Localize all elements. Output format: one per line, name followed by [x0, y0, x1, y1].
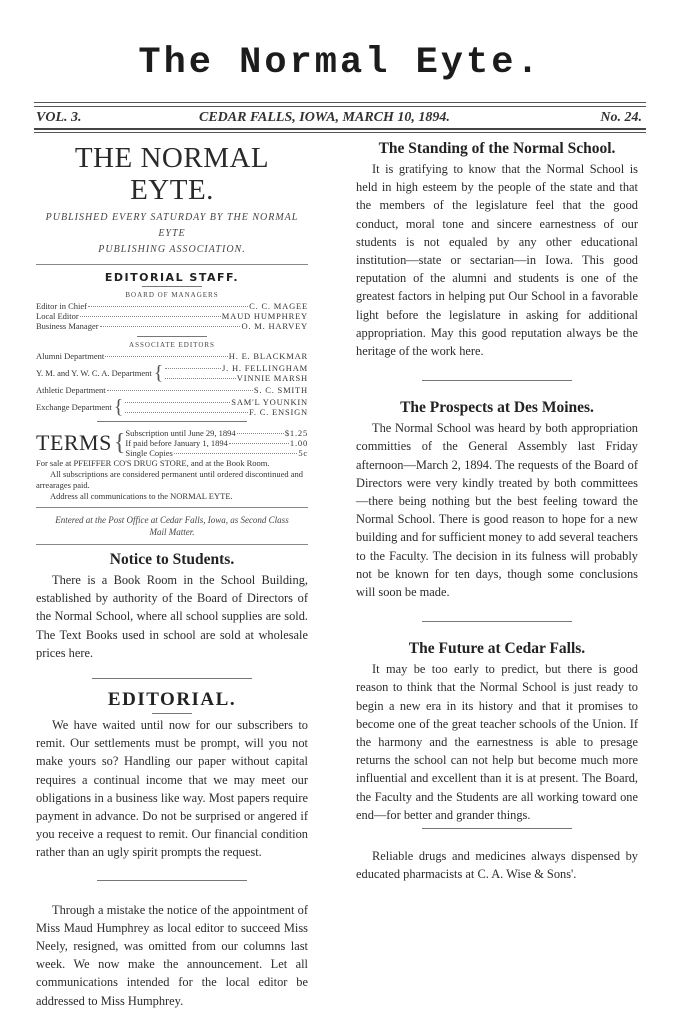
- divider: [36, 264, 308, 265]
- volume-label: VOL. 3.: [36, 110, 82, 125]
- dateline-rule-bottom: [34, 128, 646, 130]
- divider: [422, 828, 572, 829]
- editorial-heading: EDITORIAL.: [107, 689, 237, 711]
- editorial-staff-heading: EDITORIAL STAFF.: [104, 271, 240, 284]
- address-note: Address all communications to the NORMAL EYTE.: [50, 491, 233, 501]
- associate-heading: ASSOCIATE EDITORS: [129, 341, 215, 349]
- board-heading: BOARD OF MANAGERS: [125, 291, 219, 299]
- brace-icon: {: [153, 362, 164, 384]
- divider: [152, 713, 192, 714]
- left-column: [36, 136, 308, 1010]
- masthead-rule-top: [34, 102, 646, 103]
- right-column: [356, 136, 638, 884]
- staff-row: Alumni Department H. E. BLACKMAR: [36, 351, 308, 361]
- divider: [137, 336, 207, 337]
- masthead-title: The Normal Eyte.: [138, 42, 542, 84]
- staff-group: Y. M. and Y. W. C. A. Department { J. H. FELLINGHAM VINNIE MARSH: [36, 362, 308, 384]
- editorial-body: We have waited until now for our subscribers to remit. Our settlements must be prompt, will you not make yours so? Handling our paper without capital requires a continual income that we may meet our obligations in a business like way. Most papers require payment in advance. Do not be surprised or angered if you receive a request to remit. Our financial condition rather than an ugly spirit prompts the request.: [36, 718, 308, 860]
- divider: [142, 286, 202, 287]
- divider: [36, 544, 308, 545]
- divider: [422, 380, 572, 381]
- notice-body: There is a Book Room in the School Building, established by authority of the Board of Directors of the Normal School, where all school supplies are sold. The Text Books used in school are sold at wholesale prices here.: [36, 573, 308, 660]
- publisher-line: PUBLISHED EVERY SATURDAY BY THE NORMAL EYTE: [45, 212, 299, 239]
- dateline-rule-bottom-2: [34, 132, 646, 133]
- publisher-line-2: PUBLISHING ASSOCIATION.: [98, 244, 246, 255]
- entered-note: Entered at the Post Office at Cedar Falls, Iowa, as Second Class Mail Matter.: [55, 515, 289, 537]
- ad-body: Reliable drugs and medicines always dispensed by educated pharmacists at C. A. Wise & Sons'.: [356, 849, 638, 882]
- staff-row: Athletic Department S. C. SMITH: [36, 385, 308, 395]
- staff-row: Business Manager O. M. HARVEY: [36, 321, 308, 331]
- divider: [36, 507, 308, 508]
- paper-title: THE NORMAL EYTE.: [74, 142, 270, 206]
- terms-label: TERMS: [36, 430, 112, 455]
- divider: [422, 621, 572, 622]
- mistake-body: Through a mistake the notice of the appointment of Miss Maud Humphrey as local editor to succeed Miss Neely, resigned, was omitted from our columns last week. We now make the announcement. Let all communications intended for the local editor be addressed to Miss Humphrey.: [36, 902, 308, 1008]
- masthead-rule-top-2: [34, 106, 646, 107]
- notice-heading: Notice to Students.: [109, 551, 235, 568]
- standing-body: It is gratifying to know that the Normal School is held in high esteem by the people of the state and that the members of the legislature feel that the good conduct, moral tone and sincere earnestness of our students is not equaled by any other educational institution—state or sectarian—in Iowa. This good reputation of the alumni and students is one of the greatest factors in helping put Our School in a favorable light before the legislature in asking for additional appropriation. May this good reputation always be the heritage of the work here.: [356, 162, 638, 359]
- terms-block: TERMS { Subscription until June 29, 1894 $1.25 If paid before January 1, 1894 1.00 Single Copies 5c: [36, 428, 308, 458]
- divider: [92, 678, 252, 679]
- brace-icon: {: [113, 430, 126, 456]
- place-date: CEDAR FALLS, IOWA, MARCH 10, 1894.: [199, 110, 450, 125]
- for-sale-note: For sale at PFEIFFER CO'S DRUG STORE, and at the Book Room.: [36, 458, 270, 468]
- prospects-body: The Normal School was heard by both appropriation committies of the General Assembly last Friday afternoon—March 2, 1894. The requests of the Board of Directors were very kindly treated by both committees—there being nothing but the best feeling toward the Normal School. There is good reason to hope for a new building and for sufficient money to add several teachers to the Faculty. The decision in its fulness will probably not be known for ten days, though some conclusions will soon be made.: [356, 421, 638, 600]
- staff-group: Exchange Department { SAM'L YOUNKIN F. C. ENSIGN: [36, 396, 308, 418]
- issue-number: No. 24.: [600, 110, 642, 125]
- dateline: [34, 110, 644, 128]
- subscriptions-note: All subscriptions are considered permanent until ordered discontinued and arrearages paid.: [36, 469, 304, 490]
- standing-heading: The Standing of the Normal School.: [378, 140, 616, 157]
- future-body: It may be too early to predict, but there is good reason to think that the Normal School is just ready to begin a new era in its history and that it promises to become one of the great teacher schools of the Union. If the harmony and the earnestness is able to presage returns the school can not help but become much more influential and excellent than it is at present. The Board, the Faculty and the Students are all working toward one end—for better and grander things.: [356, 662, 638, 822]
- staff-row: Local Editor MAUD HUMPHREY: [36, 311, 308, 321]
- prospects-heading: The Prospects at Des Moines.: [400, 399, 594, 417]
- divider: [97, 880, 247, 881]
- staff-row: Editor in Chief C. C. MAGEE: [36, 301, 308, 311]
- divider: [97, 421, 247, 422]
- brace-icon: {: [113, 396, 124, 418]
- future-heading: The Future at Cedar Falls.: [408, 640, 586, 658]
